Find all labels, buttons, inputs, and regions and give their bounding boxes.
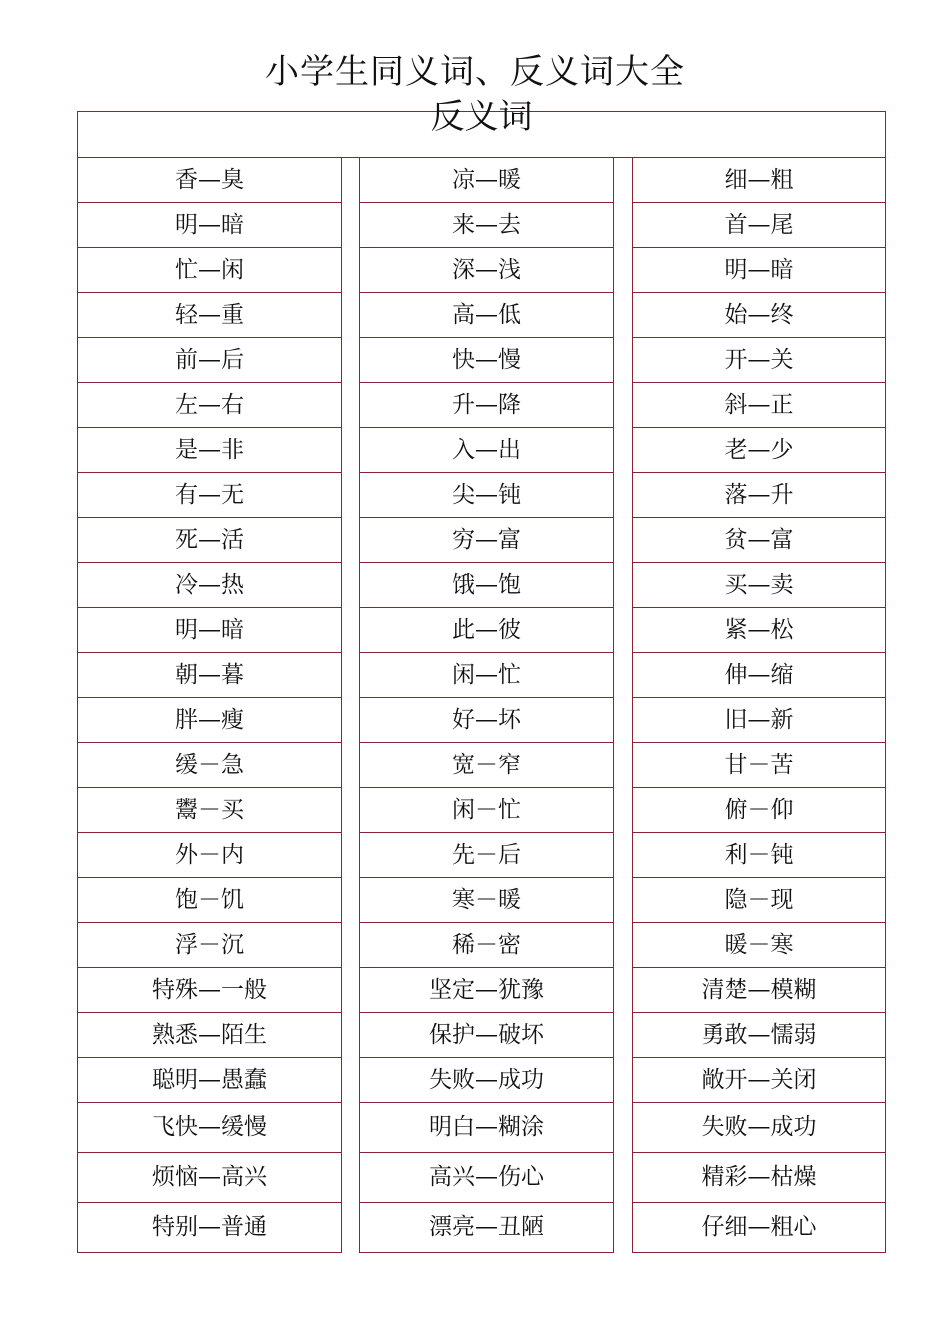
column-gap — [614, 293, 633, 338]
column-gap — [614, 833, 633, 878]
column-gap — [342, 788, 360, 833]
antonym-pair-cell: 香—臭 — [78, 158, 342, 203]
antonym-pair-cell: 开—关 — [633, 338, 886, 383]
antonym-pair-cell: 精彩—枯燥 — [633, 1153, 886, 1203]
antonym-pair-cell: 俯－仰 — [633, 788, 886, 833]
antonym-pair-cell: 特别—普通 — [78, 1203, 342, 1253]
table-row — [78, 428, 886, 473]
table-row — [78, 158, 886, 203]
antonym-pair-cell: 明—暗 — [633, 248, 886, 293]
antonym-pair-cell: 尖—钝 — [360, 473, 614, 518]
antonym-pair-cell: 穷—富 — [360, 518, 614, 563]
antonym-pair-cell: 坚定—犹豫 — [360, 968, 614, 1013]
antonym-pair-cell: 左—右 — [78, 383, 342, 428]
antonym-pair-cell: 敞开—关闭 — [633, 1058, 886, 1103]
antonym-table-container — [77, 97, 885, 1256]
column-gap — [342, 923, 360, 968]
antonym-pair-cell: 宽－窄 — [360, 743, 614, 788]
column-gap — [614, 608, 633, 653]
antonym-pair-cell: 飞快—缓慢 — [78, 1103, 342, 1153]
table-row — [78, 293, 886, 338]
antonym-pair-cell: 先－后 — [360, 833, 614, 878]
antonym-pair-cell: 此—彼 — [360, 608, 614, 653]
column-gap — [614, 923, 633, 968]
column-gap — [614, 878, 633, 923]
table-row — [78, 338, 886, 383]
column-gap — [342, 428, 360, 473]
antonym-pair-cell: 紧—松 — [633, 608, 886, 653]
column-gap — [342, 608, 360, 653]
antonym-pair-cell: 入—出 — [360, 428, 614, 473]
table-row — [78, 1103, 886, 1153]
column-gap — [342, 158, 360, 203]
document-title: 小学生同义词、反义词大全 — [265, 52, 685, 92]
antonym-table — [77, 97, 886, 1253]
antonym-pair-cell: 来—去 — [360, 203, 614, 248]
table-row — [78, 923, 886, 968]
column-gap — [614, 248, 633, 293]
antonym-pair-cell: 忙—闲 — [78, 248, 342, 293]
column-gap — [342, 293, 360, 338]
antonym-pair-cell: 斜—正 — [633, 383, 886, 428]
antonym-pair-cell: 闲－忙 — [360, 788, 614, 833]
antonym-pair-cell: 是—非 — [78, 428, 342, 473]
section-title: 反义词 — [78, 112, 886, 158]
antonym-pair-cell: 轻—重 — [78, 293, 342, 338]
column-gap — [614, 338, 633, 383]
table-row — [78, 1153, 886, 1203]
table-row — [78, 788, 886, 833]
antonym-pair-cell: 失败—成功 — [360, 1058, 614, 1103]
column-gap — [342, 653, 360, 698]
table-row — [78, 1058, 886, 1103]
antonym-pair-cell: 升—降 — [360, 383, 614, 428]
antonym-pair-cell: 漂亮—丑陋 — [360, 1203, 614, 1253]
antonym-pair-cell: 伸—缩 — [633, 653, 886, 698]
antonym-pair-cell: 高—低 — [360, 293, 614, 338]
antonym-pair-cell: 甘－苦 — [633, 743, 886, 788]
antonym-pair-cell: 明—暗 — [78, 203, 342, 248]
table-row — [78, 203, 886, 248]
column-gap — [342, 878, 360, 923]
table-row — [78, 563, 886, 608]
column-gap — [614, 788, 633, 833]
antonym-pair-cell: 明白—糊涂 — [360, 1103, 614, 1153]
column-gap — [614, 563, 633, 608]
table-row — [78, 1203, 886, 1253]
antonym-pair-cell: 仔细—粗心 — [633, 1203, 886, 1253]
antonym-pair-cell: 快—慢 — [360, 338, 614, 383]
table-row — [78, 743, 886, 788]
antonym-pair-cell: 饱－饥 — [78, 878, 342, 923]
antonym-pair-cell: 胖—瘦 — [78, 698, 342, 743]
column-gap — [342, 833, 360, 878]
column-gap — [342, 203, 360, 248]
antonym-pair-cell: 高兴—伤心 — [360, 1153, 614, 1203]
table-row — [78, 248, 886, 293]
antonym-pair-cell: 深—浅 — [360, 248, 614, 293]
antonym-pair-cell: 烦恼—高兴 — [78, 1153, 342, 1203]
antonym-pair-cell: 暖－寒 — [633, 923, 886, 968]
column-gap — [342, 473, 360, 518]
antonym-pair-cell: 贫—富 — [633, 518, 886, 563]
column-gap — [614, 698, 633, 743]
table-row — [78, 473, 886, 518]
table-row — [78, 968, 886, 1013]
column-gap — [614, 518, 633, 563]
antonym-pair-cell: 稀－密 — [360, 923, 614, 968]
column-gap — [342, 698, 360, 743]
table-row — [78, 653, 886, 698]
column-gap — [342, 248, 360, 293]
column-gap — [342, 1203, 360, 1253]
antonym-pair-cell: 鬻－买 — [78, 788, 342, 833]
antonym-pair-cell: 缓－急 — [78, 743, 342, 788]
column-gap — [614, 968, 633, 1013]
antonym-pair-cell: 首—尾 — [633, 203, 886, 248]
antonym-pair-cell: 失败—成功 — [633, 1103, 886, 1153]
antonym-pair-cell: 冷—热 — [78, 563, 342, 608]
column-gap — [342, 743, 360, 788]
column-gap — [614, 158, 633, 203]
column-gap — [614, 743, 633, 788]
antonym-pair-cell: 落—升 — [633, 473, 886, 518]
table-row — [78, 608, 886, 653]
antonym-pair-cell: 明—暗 — [78, 608, 342, 653]
antonym-pair-cell: 老—少 — [633, 428, 886, 473]
antonym-pair-cell: 旧—新 — [633, 698, 886, 743]
column-gap — [342, 383, 360, 428]
antonym-pair-cell: 饿—饱 — [360, 563, 614, 608]
antonym-pair-cell: 细—粗 — [633, 158, 886, 203]
antonym-pair-cell: 前—后 — [78, 338, 342, 383]
column-gap — [614, 1103, 633, 1153]
antonym-pair-cell: 朝—暮 — [78, 653, 342, 698]
antonym-pair-cell: 浮－沉 — [78, 923, 342, 968]
column-gap — [342, 518, 360, 563]
antonym-pair-cell: 特殊—一般 — [78, 968, 342, 1013]
antonym-pair-cell: 死—活 — [78, 518, 342, 563]
antonym-pair-cell: 利－钝 — [633, 833, 886, 878]
column-gap — [342, 1153, 360, 1203]
antonym-pair-cell: 寒－暖 — [360, 878, 614, 923]
table-row — [78, 383, 886, 428]
column-gap — [614, 428, 633, 473]
table-row — [78, 878, 886, 923]
table-row — [78, 1013, 886, 1058]
antonym-pair-cell: 外－内 — [78, 833, 342, 878]
column-gap — [614, 203, 633, 248]
column-gap — [614, 1013, 633, 1058]
column-gap — [342, 1058, 360, 1103]
antonym-pair-cell: 买—卖 — [633, 563, 886, 608]
table-row — [78, 833, 886, 878]
table-row — [78, 518, 886, 563]
antonym-pair-cell: 保护—破坏 — [360, 1013, 614, 1058]
column-gap — [614, 383, 633, 428]
column-gap — [614, 1153, 633, 1203]
antonym-pair-cell: 勇敢—懦弱 — [633, 1013, 886, 1058]
antonym-table-body — [78, 97, 886, 1253]
column-gap — [614, 1058, 633, 1103]
antonym-pair-cell: 凉—暖 — [360, 158, 614, 203]
table-row — [78, 698, 886, 743]
column-gap — [342, 1103, 360, 1153]
column-gap — [342, 968, 360, 1013]
antonym-pair-cell: 有—无 — [78, 473, 342, 518]
antonym-pair-cell: 聪明—愚蠢 — [78, 1058, 342, 1103]
column-gap — [342, 563, 360, 608]
column-gap — [614, 473, 633, 518]
antonym-pair-cell: 熟悉—陌生 — [78, 1013, 342, 1058]
antonym-pair-cell: 隐－现 — [633, 878, 886, 923]
antonym-pair-cell: 闲—忙 — [360, 653, 614, 698]
antonym-pair-cell: 好—坏 — [360, 698, 614, 743]
antonym-pair-cell: 始—终 — [633, 293, 886, 338]
column-gap — [342, 1013, 360, 1058]
table-header-row — [78, 112, 886, 158]
antonym-pair-cell: 清楚—模糊 — [633, 968, 886, 1013]
column-gap — [342, 338, 360, 383]
column-gap — [614, 653, 633, 698]
column-gap — [614, 1203, 633, 1253]
